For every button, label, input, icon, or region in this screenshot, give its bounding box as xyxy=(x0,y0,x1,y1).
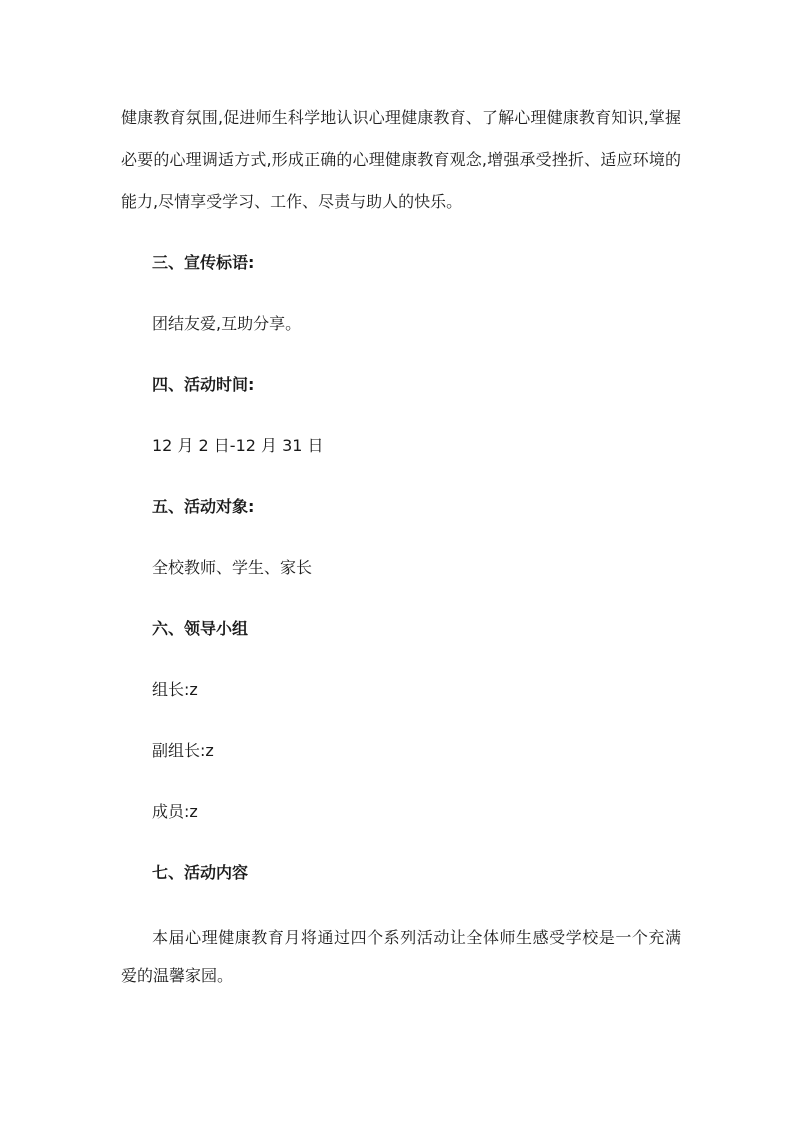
section-7-heading: 七、活动内容 xyxy=(152,863,249,882)
leader-text: 组长:z xyxy=(152,680,198,699)
intro-line-1: 健康教育氛围,促进师生科学地认识心理健康教育、了解心理健康教育知识,掌握 xyxy=(121,108,681,127)
content-line-2: 爱的温馨家园。 xyxy=(121,966,234,985)
audience-text: 全校教师、学生、家长 xyxy=(152,558,313,577)
intro-line-2: 必要的心理调适方式,形成正确的心理健康教育观念,增强承受挫折、适应环境的 xyxy=(121,150,681,169)
deputy-leader-text: 副组长:z xyxy=(152,741,214,760)
activity-time-text: 12 月 2 日-12 月 31 日 xyxy=(152,436,324,455)
section-4-heading: 四、活动时间: xyxy=(152,375,255,394)
section-6-heading: 六、领导小组 xyxy=(152,619,249,638)
slogan-text: 团结友爱,互助分享。 xyxy=(152,314,302,333)
intro-line-3: 能力,尽情享受学习、工作、尽责与助人的快乐。 xyxy=(121,192,463,211)
content-line-1: 本届心理健康教育月将通过四个系列活动让全体师生感受学校是一个充满 xyxy=(152,928,681,947)
members-text: 成员:z xyxy=(152,802,198,821)
section-3-heading: 三、宣传标语: xyxy=(152,253,255,272)
section-5-heading: 五、活动对象: xyxy=(152,497,255,516)
